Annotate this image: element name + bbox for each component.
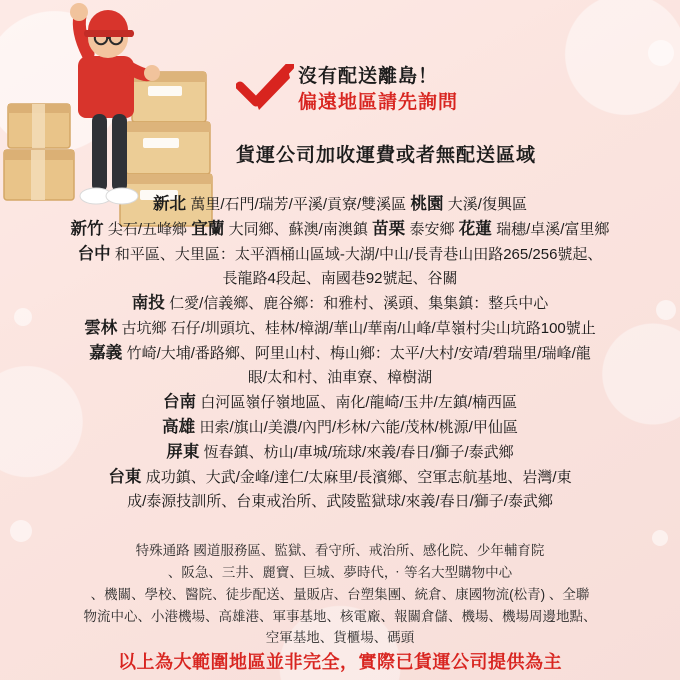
region-detail: 田索/旗山/美濃/內門/杉林/六能/茂林/桃源/甲仙區	[199, 419, 518, 437]
decorative-dot	[652, 530, 668, 546]
region-row	[8, 291, 672, 316]
region-name: 花蓮	[458, 220, 492, 239]
region-row	[8, 316, 672, 341]
region-detail: 大同鄉、蘇澳/南澳鎮	[228, 221, 368, 239]
region-row	[8, 242, 672, 267]
region-name: 苗栗	[372, 220, 406, 239]
header-line-1: 沒有配送離島！	[298, 66, 439, 87]
region-name: 台南	[163, 393, 196, 412]
region-row	[8, 217, 672, 242]
red-check-mark-icon	[236, 64, 294, 118]
region-row	[8, 267, 672, 291]
header-block	[236, 62, 666, 123]
region-row	[8, 415, 672, 440]
region-name: 台東	[108, 468, 142, 487]
region-detail: 瑞穗/卓溪/富里鄉	[496, 221, 610, 239]
special-channels-list	[60, 540, 620, 649]
special-channel-line: 物流中心、小港機場、高雄港、軍事基地、核電廠、報關倉儲、機場、機場周邊地點、	[83, 608, 597, 624]
region-row	[8, 490, 672, 514]
region-name: 屏東	[166, 443, 200, 462]
region-detail: 古坑鄉 石仔/圳頭坑、桂林/樟湖/華山/華南/山峰/草嶺村尖山坑路100號止	[121, 320, 596, 338]
region-detail: 長龍路4段起、南國巷92號起、谷關	[222, 270, 458, 288]
region-detail: 和平區、大里區：太平酒桶山區域-大湖/中山/長青巷山田路265/256號起、	[114, 246, 603, 264]
special-channel-line: 、機關、學校、醫院、徒步配送、量販店、台塑集團、統倉、康國物流(松青) 、全聯	[90, 586, 590, 602]
region-name: 宜蘭	[191, 220, 225, 239]
region-name: 新北	[153, 195, 187, 213]
region-detail: 尖石/五峰鄉	[107, 221, 188, 239]
region-row	[8, 440, 672, 465]
special-channel-line: 、阪急、三井、麗寶、巨城、夢時代，‧等名大型購物中心	[167, 564, 513, 580]
region-row	[8, 390, 672, 415]
region-detail: 成/泰源技訓所、台東戒治所、武陵監獄球/來義/春日/獅子/泰武鄉	[127, 493, 553, 511]
special-channel-line: 空軍基地、貨櫃場、碼頭	[265, 630, 415, 646]
region-detail: 眼/太和村、油車寮、樟樹湖	[247, 369, 433, 387]
region-detail: 竹崎/大埔/番路鄉、阿里山村、梅山鄉：太平/大村/安靖/碧瑞里/瑞峰/龍	[126, 345, 591, 363]
footer-note: 以上為大範圍地區並非完全，實際已貨運公司提供為主	[118, 652, 562, 672]
region-list	[8, 192, 672, 514]
region-name: 南投	[131, 294, 165, 313]
special-channel-line: 特殊通路 國道服務區、監獄、看守所、戒治所、感化院、少年輔育院	[135, 543, 545, 558]
region-name: 台中	[77, 245, 111, 264]
region-detail: 恆春鎮、枋山/車城/琉球/來義/春日/獅子/泰武鄉	[203, 444, 514, 462]
region-name: 新竹	[70, 220, 104, 239]
region-detail: 萬里/石門/瑞芳/平溪/貢寮/雙溪區	[190, 196, 407, 213]
region-name: 嘉義	[89, 344, 123, 363]
region-detail: 白河區嶺仔嶺地區、南化/龍崎/玉井/左鎮/楠西區	[200, 394, 517, 412]
subtitle: 貨運公司加收運費或者無配送區域	[236, 145, 537, 166]
region-detail: 大溪/復興區	[447, 196, 527, 213]
region-row	[8, 341, 672, 366]
decorative-dot	[10, 520, 32, 542]
region-name: 雲林	[84, 319, 118, 338]
region-detail: 仁愛/信義鄉、鹿谷鄉：和雅村、溪頭、集集鎮：整兵中心	[169, 295, 549, 313]
region-detail: 泰安鄉	[409, 221, 455, 239]
region-detail: 成功鎮、大武/金峰/達仁/太麻里/長濱鄉、空軍志航基地、岩灣/東	[145, 469, 572, 487]
header-line-2: 偏遠地區請先詢問	[298, 91, 459, 113]
region-row	[8, 465, 672, 490]
region-row	[8, 192, 672, 217]
region-row	[8, 366, 672, 390]
region-name: 高雄	[162, 418, 196, 437]
check-icon-wrap	[236, 62, 298, 123]
region-name: 桃園	[410, 195, 444, 213]
